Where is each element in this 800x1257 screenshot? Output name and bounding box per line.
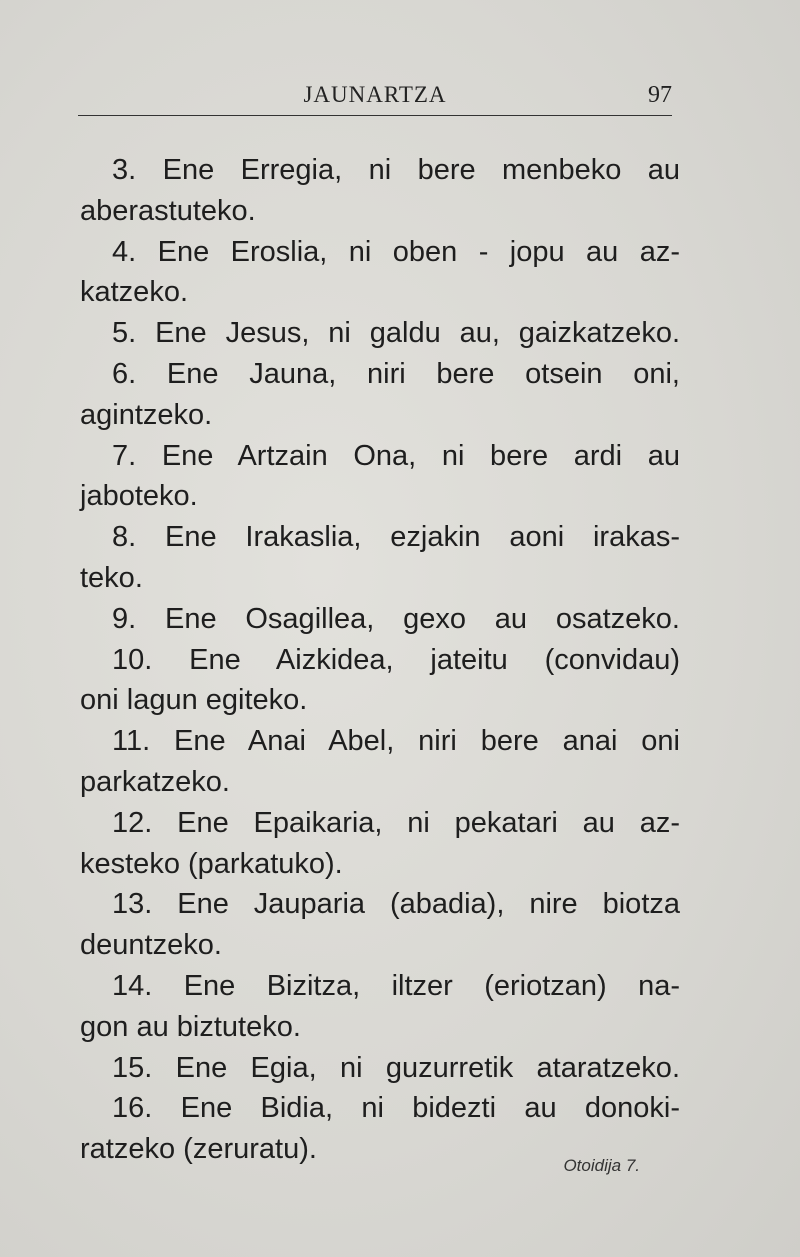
page-number: 97	[648, 82, 672, 108]
text-line: 3. Ene Erregia, ni bere menbeko au	[112, 154, 680, 186]
text-line: 5. Ene Jesus, ni galdu au, gaizkatzeko.	[112, 317, 680, 350]
text-line: parkatzeko.	[80, 765, 230, 798]
printer-signature-mark: Otoidija 7.	[563, 1156, 640, 1175]
text-line: agintzeko.	[80, 398, 213, 431]
prayer-text	[80, 150, 680, 1170]
text-line: 11. Ene Anai Abel, niri bere anai oni	[112, 725, 680, 758]
text-line: teko.	[80, 561, 143, 594]
header-rule	[78, 115, 672, 116]
text-line: jaboteko.	[80, 480, 198, 513]
text-line: gon au biztuteko.	[80, 1010, 301, 1043]
text-line: 7. Ene Artzain Ona, ni bere ardi au	[112, 439, 680, 472]
text-line: 14. Ene Bizitza, iltzer (eriotzan) na-	[112, 969, 680, 1002]
text-line: ratzeko (zeruratu).	[80, 1133, 317, 1166]
text-line: 4. Ene Eroslia, ni oben - jopu au az-	[112, 235, 680, 268]
text-line: 10. Ene Aizkidea, jateitu (convidau)	[112, 643, 680, 676]
text-line: aberastuteko.	[80, 194, 256, 227]
text-line: 16. Ene Bidia, ni bidezti au donoki-	[112, 1092, 680, 1125]
text-line: 13. Ene Jauparia (abadia), nire biotza	[112, 888, 680, 921]
text-line: 15. Ene Egia, ni guzurretik ataratzeko.	[112, 1051, 680, 1084]
text-line: kesteko (parkatuko).	[80, 847, 343, 880]
text-line: deuntzeko.	[80, 929, 222, 962]
text-line: katzeko.	[80, 276, 188, 309]
text-line: oni lagun egiteko.	[80, 684, 308, 717]
page-header	[78, 82, 672, 122]
text-line: 8. Ene Irakaslia, ezjakin aoni irakas-	[112, 521, 680, 554]
text-line: 12. Ene Epaikaria, ni pekatari au az-	[112, 806, 680, 839]
text-line: 9. Ene Osagillea, gexo au osatzeko.	[112, 602, 680, 635]
running-title: JAUNARTZA	[303, 82, 447, 107]
text-line: 6. Ene Jauna, niri bere otsein oni,	[112, 357, 680, 390]
